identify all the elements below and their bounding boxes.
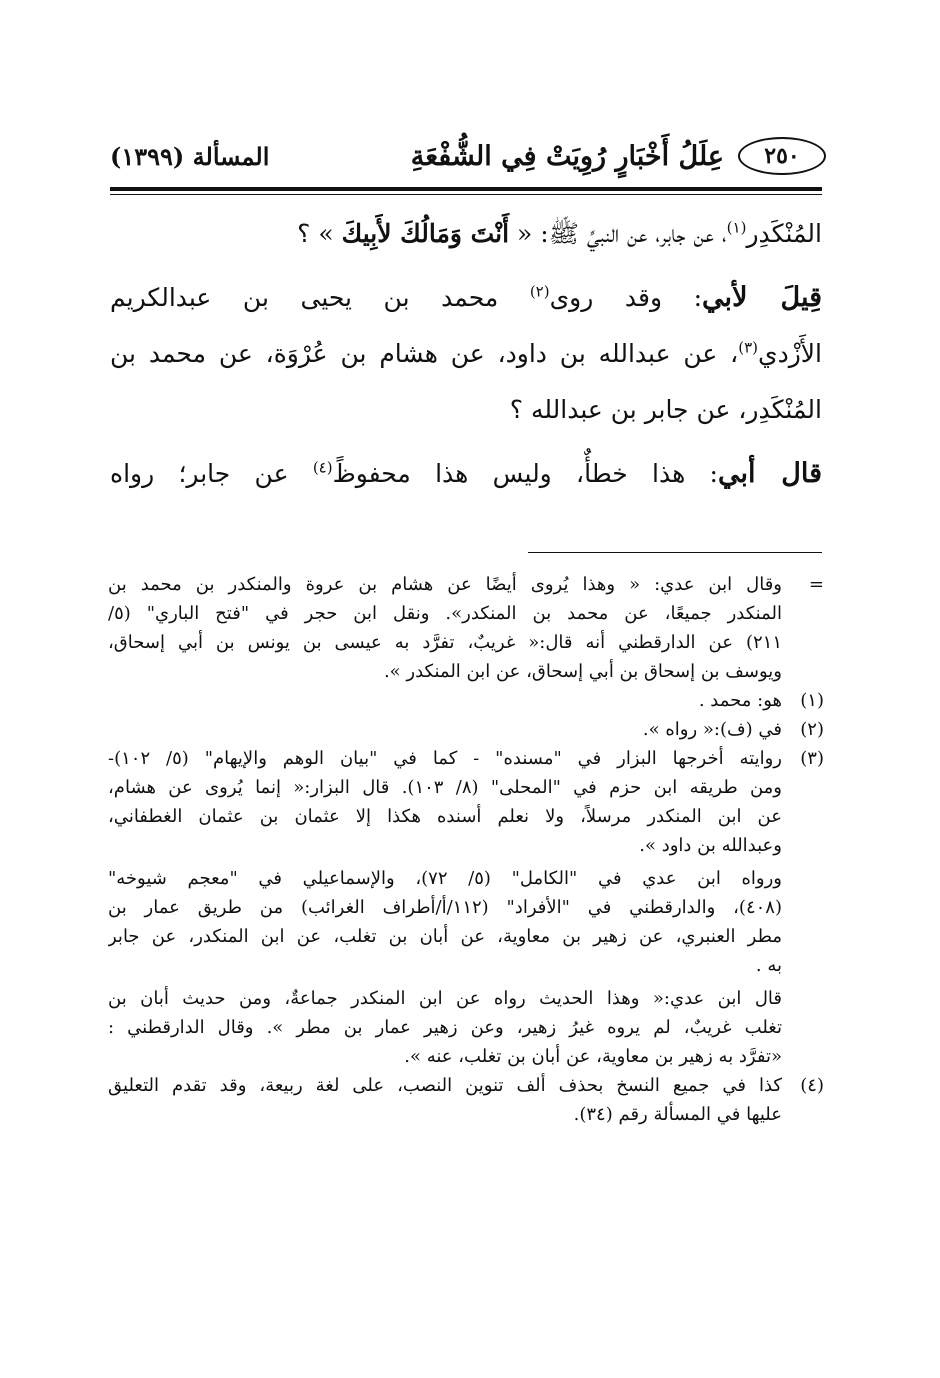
footnote-2 — [108, 715, 824, 744]
footnote-line: عن ابن المنكدر مرسلاً، ولا نعلم أسنده هكذا إلا عثمان بن عثمان الغطفاني، — [108, 806, 782, 827]
main-line-2 — [110, 270, 822, 326]
text-segment: محمد بن يحيى بن عبدالكريم — [110, 283, 530, 312]
footnote-number: (٤) — [800, 1075, 824, 1096]
footnote-ref: (٤) — [312, 458, 333, 477]
footnote-ref: (٣) — [738, 338, 759, 357]
text-segment: ، عن عبدالله بن داود، عن هشام بن عُرْوَة، عن محمد بن — [110, 339, 739, 368]
footnote-3 — [108, 744, 824, 1071]
footnote-line: ورواه ابن عدي في "الكامل" (٥/ ٧٢)، والإسماعيلي في "معجم شيوخه" — [108, 868, 782, 889]
footnote-number: (٢) — [800, 719, 824, 740]
footnote-line: مطر العنبري، عن زهير بن معاوية، عن أبان بن تغلب، عن ابن المنكدر، عن جابر — [108, 926, 782, 947]
running-title: عِلَلُ أَخْبَارٍ رُوِيَتْ فِي الشُّفْعَةِ — [410, 140, 724, 172]
footnote-line: روايته أخرجها البزار في "مسنده" - كما في "بيان الوهم والإيهام" (٥/ ١٠٢)- — [108, 748, 782, 769]
main-line-4: المُنْكَدِر، عن جابر بن عبدالله ؟ — [509, 395, 822, 424]
header-rule-thick — [110, 187, 822, 191]
footnote-line: ومن طريقه ابن حزم في "المحلى" (٨/ ١٠٣). قال البزار:« إنما يُروى عن هشام، — [108, 777, 782, 798]
main-line-1 — [110, 206, 822, 262]
continuation-marker: = — [808, 574, 824, 595]
text-segment: » ؟ — [297, 219, 342, 248]
footnote-number: (٣) — [800, 748, 824, 769]
page-number: ٢٥٠ — [738, 137, 826, 175]
text-segment: ، عن جابر، عن النبيِّ ﷺ: « — [509, 219, 727, 248]
footnote-ref: (٢) — [529, 282, 550, 301]
question-reference: المسألة (١٣٩٩) — [110, 141, 270, 171]
footnote-separator — [528, 552, 822, 553]
text-segment: : وقد روى — [549, 283, 703, 312]
footnote-line: به . — [755, 955, 782, 976]
lead-phrase: قِيلَ لأبي — [702, 282, 822, 313]
footnote-line: المنكدر جميعًا، عن محمد بن المنكدر». ونقل ابن حجر في "فتح الباري" (٥/ — [108, 603, 782, 624]
main-text — [110, 206, 822, 502]
footnote-line: «تفرَّد به زهير بن معاوية، عن أبان بن تغلب، عنه ». — [404, 1046, 782, 1067]
header-rule-thin — [110, 194, 822, 195]
footnote-1 — [108, 686, 824, 715]
footnote-number: (١) — [800, 690, 824, 711]
running-header — [110, 138, 826, 174]
footnote-line: ويوسف بن إسحاق بن أبي إسحاق، عن ابن المنكدر ». — [383, 661, 782, 682]
footnote-line: وقال ابن عدي: « وهذا يُروى أيضًا عن هشام بن عروة والمنكدر بن محمد بن — [108, 574, 782, 595]
footnote-line: في (ف):« رواه ». — [642, 719, 782, 740]
prophet-speech: أَنْتَ وَمَالُكَ لأَبِيكَ — [341, 219, 510, 248]
main-line-5 — [110, 446, 822, 502]
text-segment: الأَزْدي — [758, 339, 822, 368]
text-segment: المُنْكَدِر — [746, 219, 822, 248]
footnote-line: كذا في جميع النسخ بحذف ألف تنوين النصب، على لغة ربيعة، وقد تقدم التعليق — [108, 1075, 782, 1096]
text-segment: : هذا خطأٌ، وليس هذا محفوظً — [332, 459, 718, 488]
footnote-ref: (١) — [726, 218, 747, 237]
footnote-line: عليها في المسألة رقم (٣٤). — [573, 1104, 782, 1125]
footnote-line: هو: محمد . — [698, 690, 782, 711]
footnote-line: تغلب غريبٌ، لم يروه غيرُ زهير، وعن زهير عمار بن مطر ». وقال الدارقطني : — [108, 1017, 782, 1038]
footnote-line: قال ابن عدي:« وهذا الحديث رواه عن ابن المنكدر جماعةٌ، ومن حديث أبان بن — [108, 988, 782, 1009]
header-title-group — [411, 137, 826, 175]
footnote-line: (٤٠٨)، والدارقطني في "الأفراد" (١١٢/أ/أطراف الغرائب) من طريق عمار بن — [108, 897, 782, 918]
text-segment: عن جابر؛ رواه — [110, 459, 313, 488]
footnote-continuation — [108, 570, 824, 686]
lead-phrase: قال أبي — [717, 458, 822, 489]
footnotes — [108, 570, 824, 1129]
footnote-line: وعبدالله بن داود ». — [639, 835, 782, 856]
main-line-3 — [110, 326, 822, 382]
footnote-4 — [108, 1071, 824, 1129]
footnote-line: ٢١١) عن الدارقطني أنه قال:« غريبٌ، تفرَّد به عيسى بن يونس بن أبي إسحاق، — [108, 632, 782, 653]
